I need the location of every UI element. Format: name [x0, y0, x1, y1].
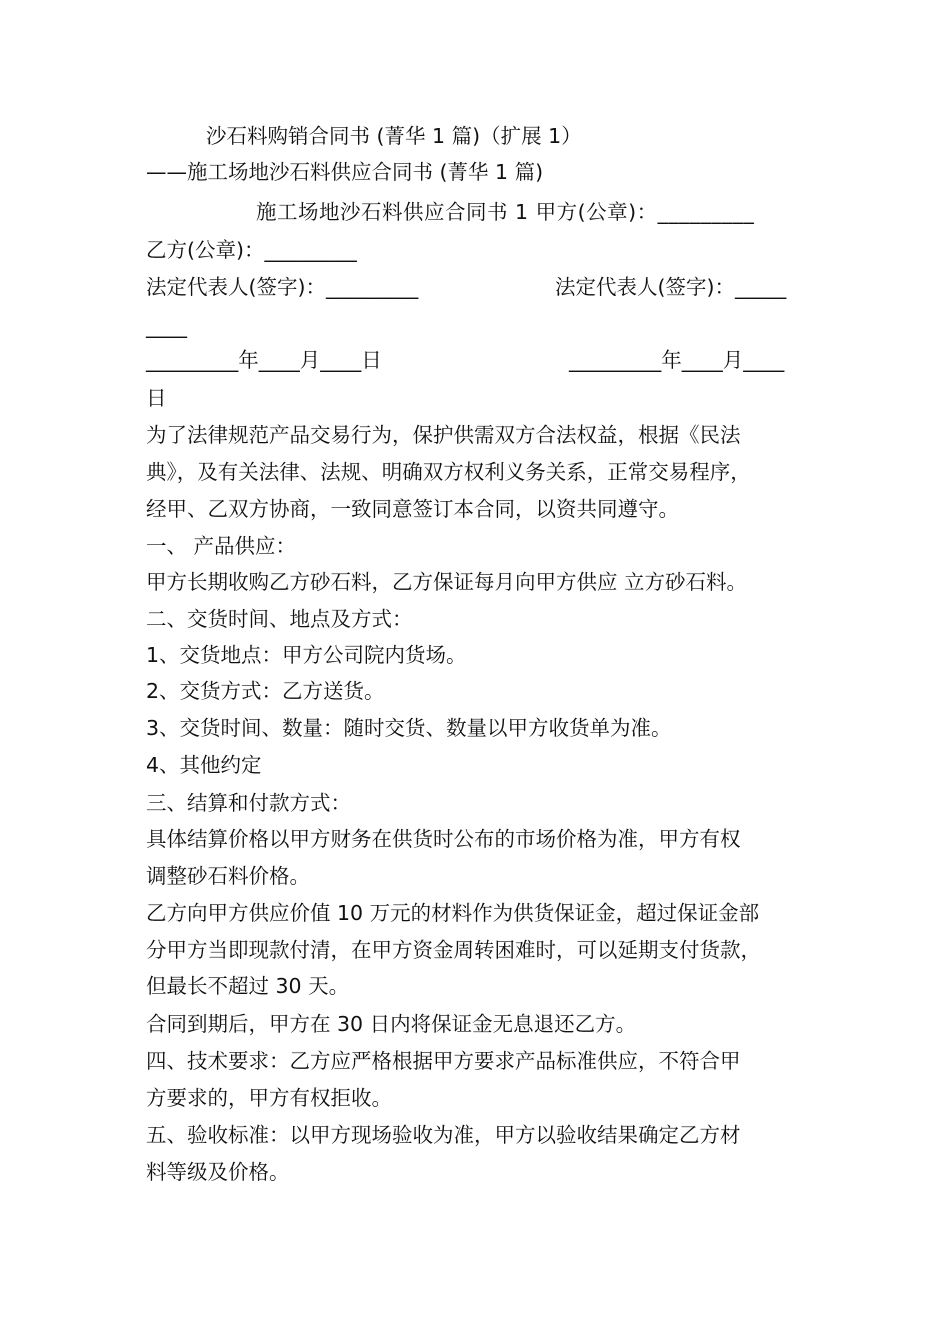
section-4-line-2: 方要求的，甲方有权拒收。 [146, 1086, 392, 1110]
legal-rep-right: 法定代表人(签字)：_____ [555, 275, 787, 299]
document-subtitle: ——施工场地沙石料供应合同书 (菁华 1 篇) [146, 160, 544, 184]
section-2-item-4: 4、其他约定 [146, 753, 262, 777]
section-3-heading: 三、结算和付款方式： [146, 791, 351, 815]
section-3-para-2-line-2: 分甲方当即现款付清，在甲方资金周转困难时，可以延期支付货款， [146, 938, 761, 962]
intro-paragraph-line-2: 典》，及有关法律、法规、明确双方权利义务关系，正常交易程序， [146, 460, 751, 484]
section-3-para-1-line-1: 具体结算价格以甲方财务在供货时公布的市场价格为准，甲方有权 [146, 827, 741, 851]
contract-header-line: 施工场地沙石料供应合同书 1 甲方(公章)：_________ [256, 200, 755, 224]
legal-rep-left: 法定代表人(签字)：_________ [146, 275, 419, 299]
section-2-item-3: 3、交货时间、数量：随时交货、数量以甲方收货单为准。 [146, 716, 672, 740]
section-2-heading: 二、交货时间、地点及方式： [146, 607, 413, 631]
date-right: _________年____月____ [569, 348, 785, 372]
section-3-para-2-line-1: 乙方向甲方供应价值 10 万元的材料作为供货保证金，超过保证金部 [146, 901, 760, 925]
intro-paragraph-line-3: 经甲、乙双方协商，一致同意签订本合同，以资共同遵守。 [146, 497, 679, 521]
section-4-line-1: 四、技术要求：乙方应严格根据甲方要求产品标准供应，不符合甲 [146, 1049, 741, 1073]
document-title: 沙石料购销合同书 (菁华 1 篇)（扩展 1） [206, 124, 582, 148]
legal-rep-right-continued: ____ [146, 314, 187, 338]
date-right-continued: 日 [146, 386, 167, 410]
section-5-line-2: 料等级及价格。 [146, 1160, 290, 1184]
section-1-heading: 一、 产品供应： [146, 534, 297, 558]
section-5-line-1: 五、验收标准：以甲方现场验收为准，甲方以验收结果确定乙方材 [146, 1123, 741, 1147]
date-left: _________年____月____日 [146, 348, 382, 372]
section-3-para-1-line-2: 调整砂石料价格。 [146, 864, 310, 888]
party-b-seal: 乙方(公章)：_________ [146, 238, 357, 262]
section-1-text: 甲方长期收购乙方砂石料，乙方保证每月向甲方供应 立方砂石料。 [146, 570, 748, 594]
section-2-item-2: 2、交货方式：乙方送货。 [146, 679, 385, 703]
section-3-para-2-line-3: 但最长不超过 30 天。 [146, 974, 350, 998]
section-2-item-1: 1、交货地点：甲方公司院内货场。 [146, 643, 467, 667]
intro-paragraph-line-1: 为了法律规范产品交易行为，保护供需双方合法权益，根据《民法 [146, 423, 741, 447]
section-3-para-3: 合同到期后，甲方在 30 日内将保证金无息退还乙方。 [146, 1012, 637, 1036]
